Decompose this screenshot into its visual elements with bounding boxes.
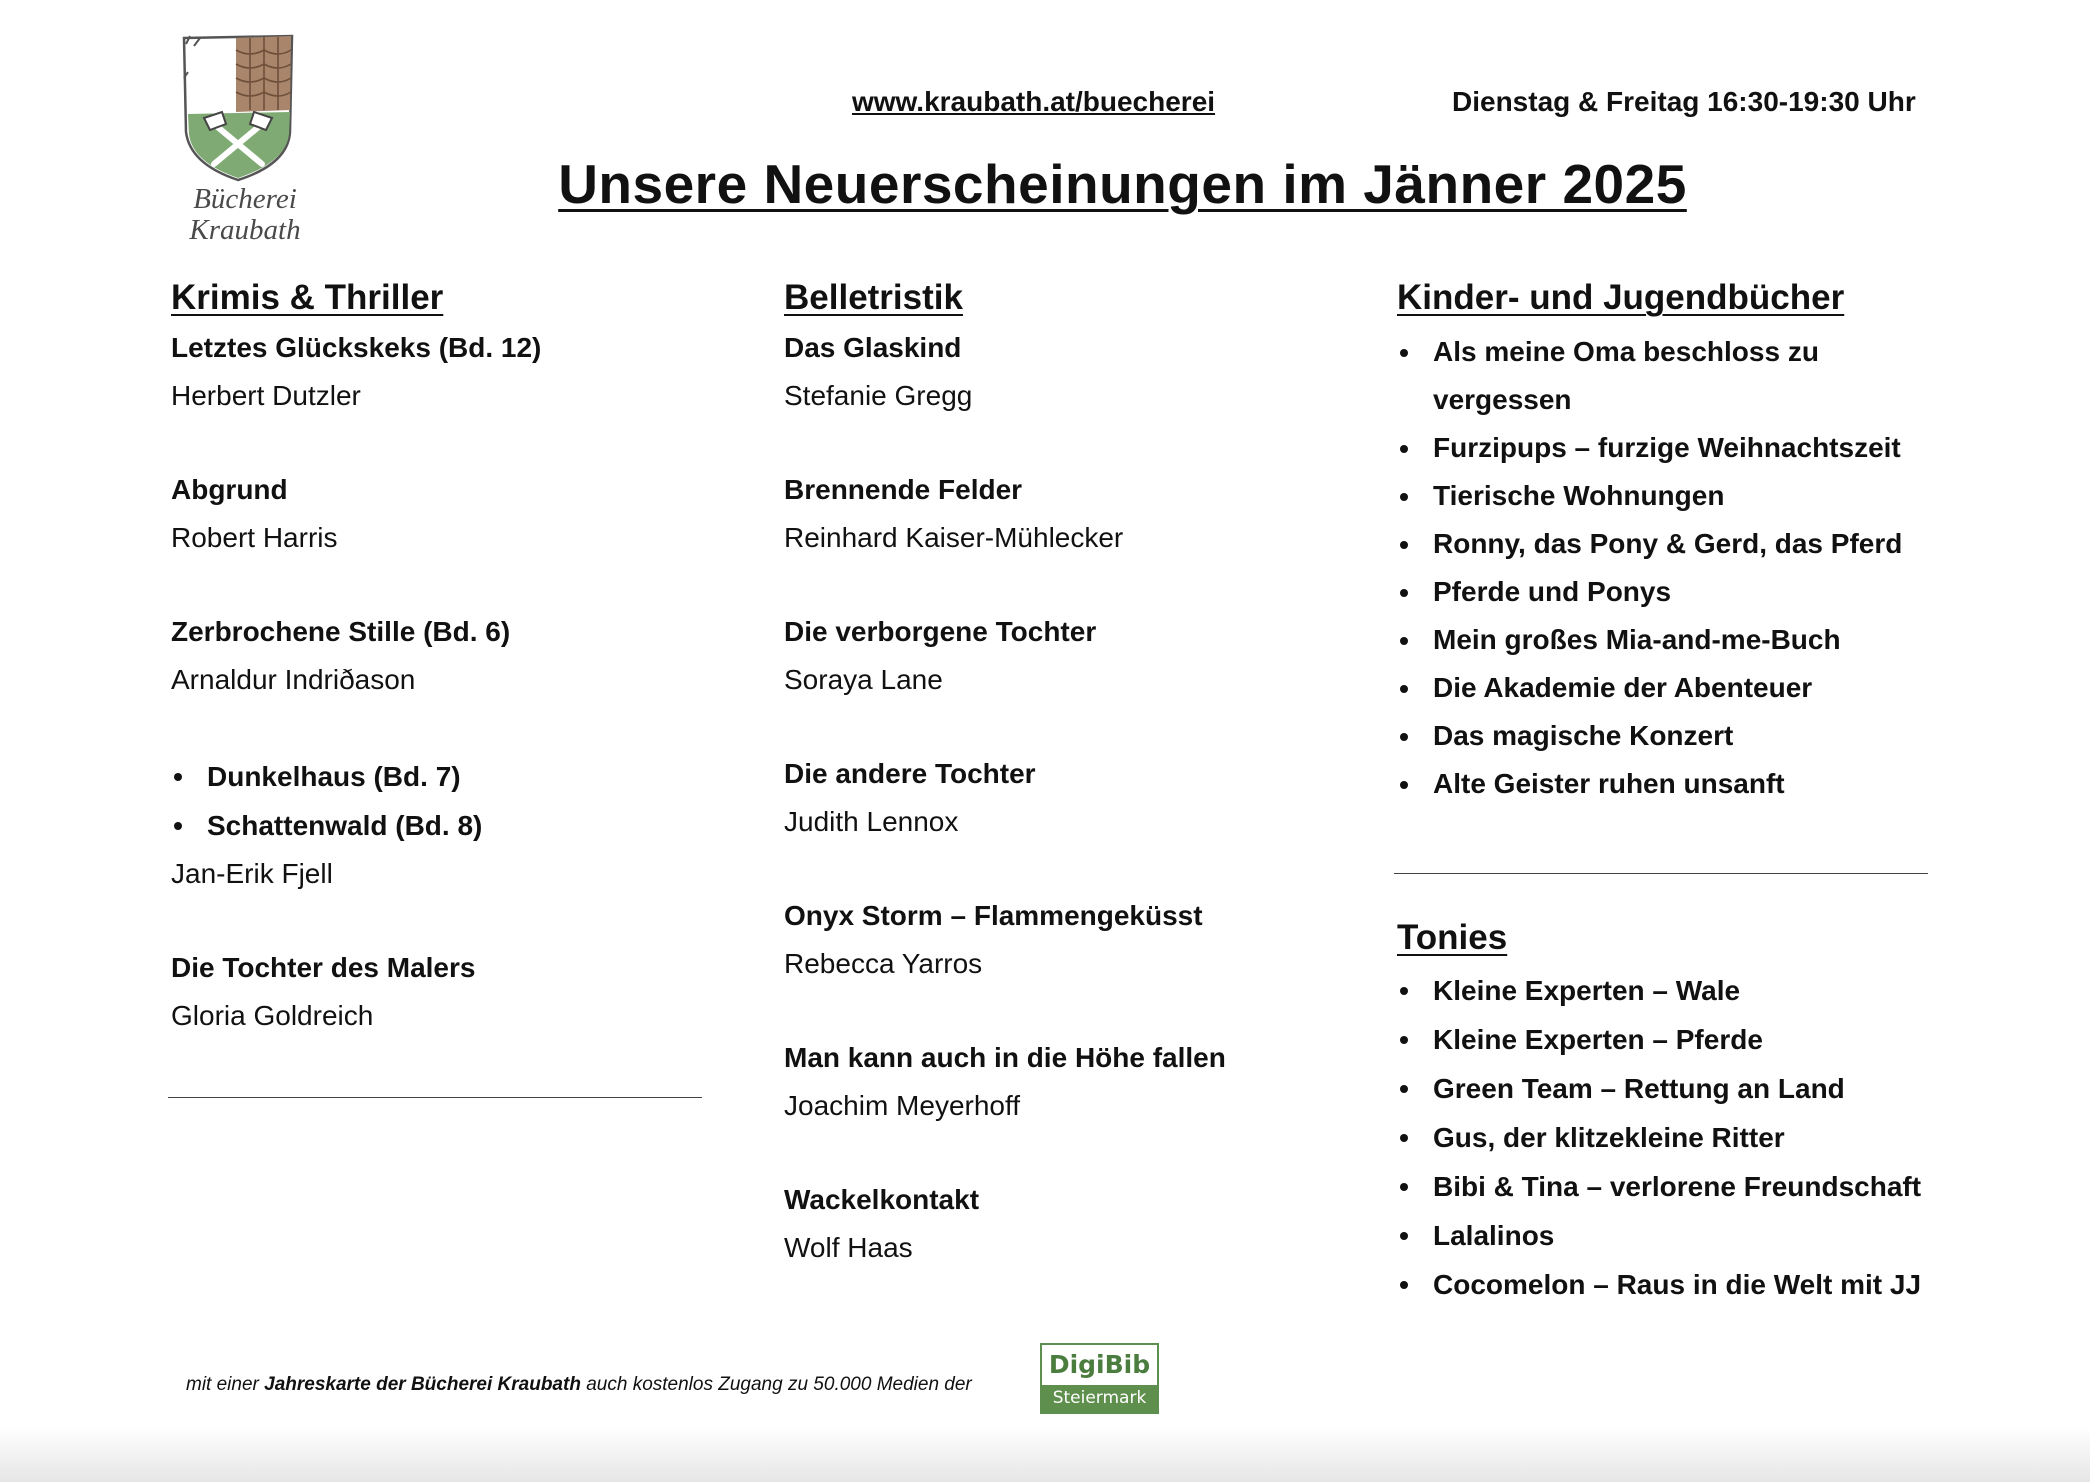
book-title: Man kann auch in die Höhe fallen [784,1042,1226,1073]
belletristik-column [784,272,1344,1272]
list-item: Das magische Konzert [1397,712,1937,760]
book-author: Joachim Meyerhoff [784,1090,1021,1121]
tonies-column [1397,912,1937,1309]
book-author: Robert Harris [171,522,338,553]
digibib-region: Steiermark [1042,1385,1157,1412]
list-item: Schattenwald (Bd. 8) [171,801,711,850]
digibib-label: DigiBib [1048,1350,1151,1379]
list-item: Lalalinos [1397,1211,1937,1260]
book-entry [784,466,1344,562]
kinder-column [1397,272,1937,808]
book-entry [784,324,1344,420]
book-author: Judith Lennox [784,806,959,837]
digibib-badge[interactable] [1040,1343,1159,1414]
book-title: Zerbrochene Stille (Bd. 6) [171,616,511,647]
list-item: Bibi & Tina – verlorene Freundschaft [1397,1162,1937,1211]
book-entry [784,1176,1344,1272]
book-author: Stefanie Gregg [784,380,973,411]
page-title: Unsere Neuerscheinungen im Jänner 2025 [558,153,1687,215]
book-author: Wolf Haas [784,1232,913,1263]
krimis-column [171,272,711,1040]
divider-line [1394,873,1928,874]
book-title: Wackelkontakt [784,1184,980,1215]
book-title: Abgrund [171,474,288,505]
book-entry [171,324,711,420]
list-item: Pferde und Ponys [1397,568,1937,616]
book-author: Soraya Lane [784,664,943,695]
logo-line-2: Kraubath [189,214,301,246]
website-link[interactable]: www.kraubath.at/buecherei [852,86,1216,117]
list-item: Kleine Experten – Wale [1397,966,1937,1015]
list-item: Kleine Experten – Pferde [1397,1015,1937,1064]
list-item: Alte Geister ruhen unsanft [1397,760,1937,808]
list-item: Dunkelhaus (Bd. 7) [171,752,711,801]
book-entry [784,608,1344,704]
list-item: Cocomelon – Raus in die Welt mit JJ [1397,1260,1937,1309]
book-title: Das Glaskind [784,332,962,363]
book-title: Die Tochter des Malers [171,952,476,983]
book-entry [784,750,1344,846]
footer-post: auch kostenlos Zugang zu 50.000 Medien der [580,1374,972,1395]
book-author: Reinhard Kaiser-Mühlecker [784,522,1124,553]
list-item-line: vergessen [1433,384,1572,415]
book-author: Gloria Goldreich [171,1000,374,1031]
footer-pre: mit einer [186,1374,265,1395]
book-author: Rebecca Yarros [784,948,983,979]
tonies-heading: Tonies [1397,918,1508,957]
tonies-list [1397,966,1937,1309]
list-item [1397,328,1937,424]
divider-line [168,1097,702,1098]
list-item: Tierische Wohnungen [1397,472,1937,520]
list-item: Gus, der klitzekleine Ritter [1397,1113,1937,1162]
list-item: Furzipups – furzige Weihnachtszeit [1397,424,1937,472]
series-list [171,752,711,850]
book-title: Die verborgene Tochter [784,616,1097,647]
book-title: Letztes Glückskeks (Bd. 12) [171,332,542,363]
list-item: Die Akademie der Abenteuer [1397,664,1937,712]
footer-bold: Jahreskarte der Bücherei Kraubath [264,1374,581,1395]
opening-hours: Dienstag & Freitag 16:30-19:30 Uhr [1452,86,1916,117]
book-entry [784,892,1344,988]
book-title: Die andere Tochter [784,758,1036,789]
book-entry [171,608,711,704]
list-item: Green Team – Rettung an Land [1397,1064,1937,1113]
book-title: Brennende Felder [784,474,1023,505]
book-author: Jan-Erik Fjell [171,858,333,889]
kinder-heading: Kinder- und Jugendbücher [1397,278,1845,317]
list-item: Ronny, das Pony & Gerd, das Pferd [1397,520,1937,568]
book-entry [171,944,711,1040]
library-logo [170,32,320,252]
list-item-line: Als meine Oma beschloss zu [1433,336,1819,367]
footer-note [186,1374,972,1396]
belletristik-heading: Belletristik [784,278,963,317]
kinder-list [1397,328,1937,808]
page-bottom-shadow [0,1427,2090,1482]
book-title: Onyx Storm – Flammengeküsst [784,900,1203,931]
book-author: Arnaldur Indriðason [171,664,416,695]
book-entry [171,466,711,562]
book-author: Herbert Dutzler [171,380,361,411]
book-entry [784,1034,1344,1130]
list-item: Mein großes Mia-and-me-Buch [1397,616,1937,664]
krimis-heading: Krimis & Thriller [171,278,444,317]
logo-line-1: Bücherei [193,183,297,215]
